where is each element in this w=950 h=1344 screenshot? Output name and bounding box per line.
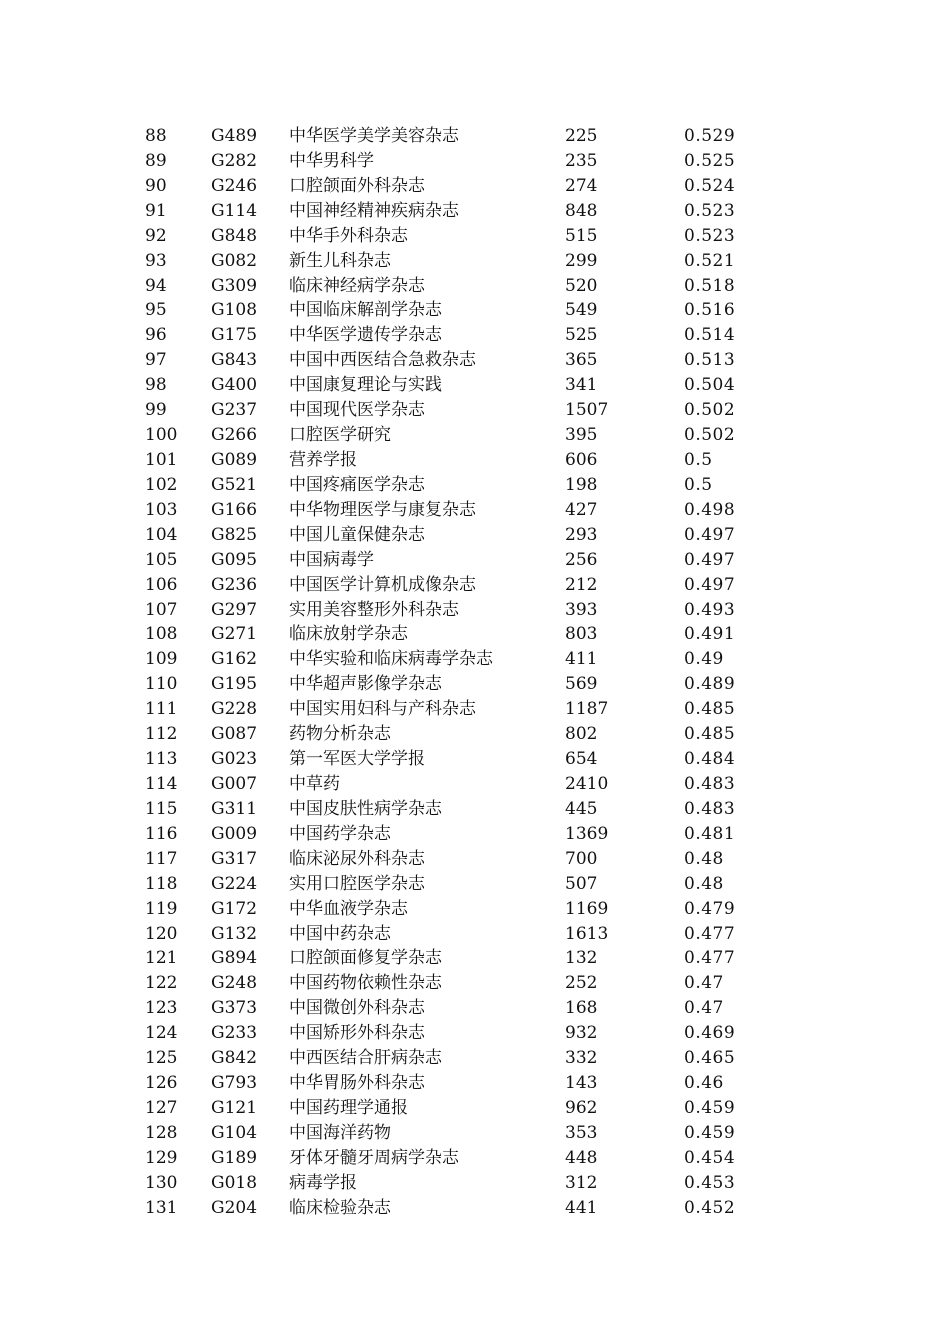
value-cell: 0.521	[684, 250, 736, 271]
table-row	[0, 348, 950, 373]
journal-name-cell: 临床检验杂志	[289, 1197, 391, 1218]
table-row	[0, 622, 950, 647]
count-cell: 299	[565, 250, 598, 271]
value-cell: 0.459	[684, 1122, 736, 1143]
count-cell: 143	[565, 1073, 598, 1094]
count-cell: 341	[565, 375, 598, 396]
table-row	[0, 822, 950, 847]
count-cell: 198	[565, 474, 598, 495]
value-cell: 0.459	[684, 1097, 736, 1118]
code-cell: G007	[211, 773, 258, 794]
count-cell: 411	[565, 649, 598, 670]
rank-cell: 91	[145, 200, 167, 221]
table-row	[0, 398, 950, 423]
rank-cell: 90	[145, 175, 167, 196]
table-row	[0, 124, 950, 149]
table-row	[0, 697, 950, 722]
value-cell: 0.48	[684, 873, 724, 894]
count-cell: 448	[565, 1147, 598, 1168]
rank-cell: 99	[145, 400, 167, 421]
table-row	[0, 448, 950, 473]
journal-name-cell: 口腔颌面修复学杂志	[289, 948, 442, 969]
rank-cell: 123	[145, 998, 178, 1019]
journal-name-cell: 中国临床解剖学杂志	[289, 300, 442, 321]
value-cell: 0.48	[684, 848, 724, 869]
table-row	[0, 1096, 950, 1121]
count-cell: 507	[565, 873, 598, 894]
journal-name-cell: 营养学报	[289, 449, 357, 470]
rank-cell: 112	[145, 724, 178, 745]
value-cell: 0.484	[684, 749, 736, 770]
count-cell: 274	[565, 175, 598, 196]
count-cell: 1369	[565, 823, 609, 844]
code-cell: G843	[211, 350, 258, 371]
value-cell: 0.46	[684, 1073, 724, 1094]
count-cell: 1187	[565, 699, 609, 720]
journal-name-cell: 临床放射学杂志	[289, 624, 408, 645]
code-cell: G121	[211, 1097, 258, 1118]
value-cell: 0.524	[684, 175, 736, 196]
count-cell: 393	[565, 599, 598, 620]
rank-cell: 103	[145, 499, 178, 520]
code-cell: G087	[211, 724, 258, 745]
value-cell: 0.523	[684, 225, 736, 246]
count-cell: 654	[565, 749, 598, 770]
rank-cell: 120	[145, 923, 178, 944]
count-cell: 132	[565, 948, 598, 969]
rank-cell: 97	[145, 350, 167, 371]
value-cell: 0.5	[684, 449, 713, 470]
table-row	[0, 722, 950, 747]
rank-cell: 107	[145, 599, 178, 620]
value-cell: 0.481	[684, 823, 736, 844]
journal-name-cell: 病毒学报	[289, 1172, 357, 1193]
code-cell: G373	[211, 998, 258, 1019]
code-cell: G095	[211, 549, 258, 570]
table-row	[0, 224, 950, 249]
journal-name-cell: 中国医学计算机成像杂志	[289, 574, 476, 595]
value-cell: 0.489	[684, 674, 736, 695]
journal-name-cell: 中华血液学杂志	[289, 898, 408, 919]
code-cell: G237	[211, 400, 258, 421]
table-row	[0, 423, 950, 448]
count-cell: 235	[565, 150, 598, 171]
journal-name-cell: 第一军医大学学报	[289, 749, 425, 770]
count-cell: 803	[565, 624, 598, 645]
journal-name-cell: 牙体牙髓牙周病学杂志	[289, 1147, 459, 1168]
table-row	[0, 548, 950, 573]
code-cell: G009	[211, 823, 258, 844]
rank-cell: 121	[145, 948, 178, 969]
table-row	[0, 922, 950, 947]
rank-cell: 102	[145, 474, 178, 495]
journal-name-cell: 中华胃肠外科杂志	[289, 1073, 425, 1094]
value-cell: 0.485	[684, 724, 736, 745]
value-cell: 0.483	[684, 773, 736, 794]
count-cell: 549	[565, 300, 598, 321]
value-cell: 0.465	[684, 1048, 736, 1069]
code-cell: G195	[211, 674, 258, 695]
count-cell: 700	[565, 848, 598, 869]
code-cell: G175	[211, 325, 258, 346]
code-cell: G108	[211, 300, 258, 321]
rank-cell: 92	[145, 225, 167, 246]
value-cell: 0.529	[684, 126, 736, 146]
table-row	[0, 971, 950, 996]
value-cell: 0.497	[684, 549, 736, 570]
journal-name-cell: 中华男科学	[289, 150, 374, 171]
rank-cell: 117	[145, 848, 178, 869]
count-cell: 256	[565, 549, 598, 570]
table-row	[0, 1146, 950, 1171]
count-cell: 569	[565, 674, 598, 695]
value-cell: 0.502	[684, 400, 736, 421]
rank-cell: 94	[145, 275, 167, 296]
code-cell: G311	[211, 798, 258, 819]
journal-name-cell: 中国中药杂志	[289, 923, 391, 944]
value-cell: 0.469	[684, 1023, 736, 1044]
count-cell: 427	[565, 499, 598, 520]
rank-cell: 93	[145, 250, 167, 271]
journal-name-cell: 中华物理医学与康复杂志	[289, 499, 476, 520]
table-row	[0, 1046, 950, 1071]
journal-name-cell: 中国中西医结合急救杂志	[289, 350, 476, 371]
code-cell: G104	[211, 1122, 258, 1143]
value-cell: 0.491	[684, 624, 736, 645]
table-row	[0, 946, 950, 971]
journal-name-cell: 口腔颌面外科杂志	[289, 175, 425, 196]
value-cell: 0.502	[684, 425, 736, 446]
table-row	[0, 199, 950, 224]
journal-name-cell: 中华实验和临床病毒学杂志	[289, 649, 493, 670]
count-cell: 1507	[565, 400, 609, 421]
rank-cell: 104	[145, 524, 178, 545]
table-row	[0, 772, 950, 797]
rank-cell: 124	[145, 1023, 178, 1044]
count-cell: 212	[565, 574, 598, 595]
code-cell: G023	[211, 749, 258, 770]
value-cell: 0.483	[684, 798, 736, 819]
rank-cell: 113	[145, 749, 178, 770]
journal-name-cell: 中国海洋药物	[289, 1122, 391, 1143]
value-cell: 0.523	[684, 200, 736, 221]
journal-name-cell: 中国药物依赖性杂志	[289, 973, 442, 994]
count-cell: 520	[565, 275, 598, 296]
journal-name-cell: 临床神经病学杂志	[289, 275, 425, 296]
journal-name-cell: 中西医结合肝病杂志	[289, 1048, 442, 1069]
code-cell: G848	[211, 225, 258, 246]
count-cell: 515	[565, 225, 598, 246]
rank-cell: 122	[145, 973, 178, 994]
code-cell: G309	[211, 275, 258, 296]
value-cell: 0.485	[684, 699, 736, 720]
code-cell: G224	[211, 873, 258, 894]
table-row	[0, 573, 950, 598]
code-cell: G082	[211, 250, 258, 271]
rank-cell: 111	[145, 699, 178, 720]
rank-cell: 96	[145, 325, 167, 346]
value-cell: 0.513	[684, 350, 736, 371]
value-cell: 0.518	[684, 275, 736, 296]
code-cell: G204	[211, 1197, 258, 1218]
value-cell: 0.516	[684, 300, 736, 321]
table-row	[0, 373, 950, 398]
table-row	[0, 274, 950, 299]
journal-name-cell: 中华超声影像学杂志	[289, 674, 442, 695]
code-cell: G317	[211, 848, 258, 869]
journal-name-cell: 中国微创外科杂志	[289, 998, 425, 1019]
table-row	[0, 1021, 950, 1046]
code-cell: G793	[211, 1073, 258, 1094]
table-row	[0, 174, 950, 199]
value-cell: 0.514	[684, 325, 736, 346]
value-cell: 0.498	[684, 499, 736, 520]
journal-name-cell: 中华医学美学美容杂志	[289, 126, 459, 146]
code-cell: G166	[211, 499, 258, 520]
rank-cell: 115	[145, 798, 178, 819]
rank-cell: 128	[145, 1122, 178, 1143]
rank-cell: 106	[145, 574, 178, 595]
value-cell: 0.452	[684, 1197, 736, 1218]
table-row	[0, 672, 950, 697]
count-cell: 445	[565, 798, 598, 819]
value-cell: 0.525	[684, 150, 736, 171]
count-cell: 365	[565, 350, 598, 371]
table-row	[0, 323, 950, 348]
journal-name-cell: 实用口腔医学杂志	[289, 873, 425, 894]
rank-cell: 100	[145, 425, 178, 446]
code-cell: G297	[211, 599, 258, 620]
value-cell: 0.479	[684, 898, 736, 919]
code-cell: G236	[211, 574, 258, 595]
value-cell: 0.47	[684, 973, 724, 994]
count-cell: 353	[565, 1122, 598, 1143]
code-cell: G521	[211, 474, 258, 495]
value-cell: 0.477	[684, 948, 736, 969]
rank-cell: 118	[145, 873, 178, 894]
code-cell: G282	[211, 150, 258, 171]
count-cell: 441	[565, 1197, 598, 1218]
code-cell: G266	[211, 425, 258, 446]
journal-ranking-table	[0, 124, 950, 1221]
journal-name-cell: 中国实用妇科与产科杂志	[289, 699, 476, 720]
count-cell: 312	[565, 1172, 598, 1193]
value-cell: 0.493	[684, 599, 736, 620]
rank-cell: 130	[145, 1172, 178, 1193]
journal-name-cell: 中国病毒学	[289, 549, 374, 570]
code-cell: G018	[211, 1172, 258, 1193]
rank-cell: 131	[145, 1197, 178, 1218]
rank-cell: 101	[145, 449, 178, 470]
journal-name-cell: 中国药理学通报	[289, 1097, 408, 1118]
rank-cell: 108	[145, 624, 178, 645]
rank-cell: 89	[145, 150, 167, 171]
table-row	[0, 747, 950, 772]
value-cell: 0.497	[684, 574, 736, 595]
code-cell: G233	[211, 1023, 258, 1044]
code-cell: G189	[211, 1147, 258, 1168]
rank-cell: 95	[145, 300, 167, 321]
table-row	[0, 647, 950, 672]
journal-name-cell: 实用美容整形外科杂志	[289, 599, 459, 620]
journal-name-cell: 中国矫形外科杂志	[289, 1023, 425, 1044]
code-cell: G489	[211, 126, 258, 146]
table-row	[0, 996, 950, 1021]
table-row	[0, 523, 950, 548]
rank-cell: 98	[145, 375, 167, 396]
code-cell: G894	[211, 948, 258, 969]
journal-name-cell: 药物分析杂志	[289, 724, 391, 745]
value-cell: 0.497	[684, 524, 736, 545]
table-row	[0, 797, 950, 822]
code-cell: G114	[211, 200, 258, 221]
code-cell: G246	[211, 175, 258, 196]
rank-cell: 109	[145, 649, 178, 670]
table-row	[0, 598, 950, 623]
value-cell: 0.5	[684, 474, 713, 495]
journal-name-cell: 中华手外科杂志	[289, 225, 408, 246]
rank-cell: 119	[145, 898, 178, 919]
count-cell: 252	[565, 973, 598, 994]
table-row	[0, 872, 950, 897]
table-row	[0, 1121, 950, 1146]
journal-name-cell: 新生儿科杂志	[289, 250, 391, 271]
rank-cell: 116	[145, 823, 178, 844]
table-row	[0, 1196, 950, 1221]
value-cell: 0.454	[684, 1147, 736, 1168]
journal-name-cell: 口腔医学研究	[289, 425, 391, 446]
journal-name-cell: 中华医学遗传学杂志	[289, 325, 442, 346]
code-cell: G162	[211, 649, 258, 670]
table-row	[0, 298, 950, 323]
code-cell: G228	[211, 699, 258, 720]
rank-cell: 129	[145, 1147, 178, 1168]
code-cell: G132	[211, 923, 258, 944]
journal-name-cell: 中国现代医学杂志	[289, 400, 425, 421]
count-cell: 1613	[565, 923, 609, 944]
table-row	[0, 1171, 950, 1196]
value-cell: 0.49	[684, 649, 724, 670]
rank-cell: 125	[145, 1048, 178, 1069]
code-cell: G248	[211, 973, 258, 994]
rank-cell: 88	[145, 126, 167, 146]
code-cell: G089	[211, 449, 258, 470]
journal-name-cell: 临床泌尿外科杂志	[289, 848, 425, 869]
journal-name-cell: 中国神经精神疾病杂志	[289, 200, 459, 221]
value-cell: 0.504	[684, 375, 736, 396]
count-cell: 525	[565, 325, 598, 346]
count-cell: 962	[565, 1097, 598, 1118]
rank-cell: 114	[145, 773, 178, 794]
count-cell: 802	[565, 724, 598, 745]
rank-cell: 110	[145, 674, 178, 695]
value-cell: 0.47	[684, 998, 724, 1019]
journal-name-cell: 中国药学杂志	[289, 823, 391, 844]
count-cell: 293	[565, 524, 598, 545]
count-cell: 332	[565, 1048, 598, 1069]
count-cell: 848	[565, 200, 598, 221]
count-cell: 2410	[565, 773, 609, 794]
table-row	[0, 498, 950, 523]
code-cell: G400	[211, 375, 258, 396]
count-cell: 225	[565, 126, 598, 146]
journal-name-cell: 中草药	[289, 773, 340, 794]
rank-cell: 105	[145, 549, 178, 570]
journal-name-cell: 中国皮肤性病学杂志	[289, 798, 442, 819]
code-cell: G825	[211, 524, 258, 545]
journal-name-cell: 中国疼痛医学杂志	[289, 474, 425, 495]
count-cell: 1169	[565, 898, 609, 919]
count-cell: 606	[565, 449, 598, 470]
table-row	[0, 1071, 950, 1096]
value-cell: 0.453	[684, 1172, 736, 1193]
code-cell: G172	[211, 898, 258, 919]
table-row	[0, 897, 950, 922]
journal-name-cell: 中国儿童保健杂志	[289, 524, 425, 545]
rank-cell: 127	[145, 1097, 178, 1118]
count-cell: 395	[565, 425, 598, 446]
code-cell: G271	[211, 624, 258, 645]
code-cell: G842	[211, 1048, 258, 1069]
table-row	[0, 249, 950, 274]
count-cell: 168	[565, 998, 598, 1019]
rank-cell: 126	[145, 1073, 178, 1094]
table-row	[0, 847, 950, 872]
value-cell: 0.477	[684, 923, 736, 944]
journal-name-cell: 中国康复理论与实践	[289, 375, 442, 396]
count-cell: 932	[565, 1023, 598, 1044]
table-row	[0, 473, 950, 498]
table-row	[0, 149, 950, 174]
